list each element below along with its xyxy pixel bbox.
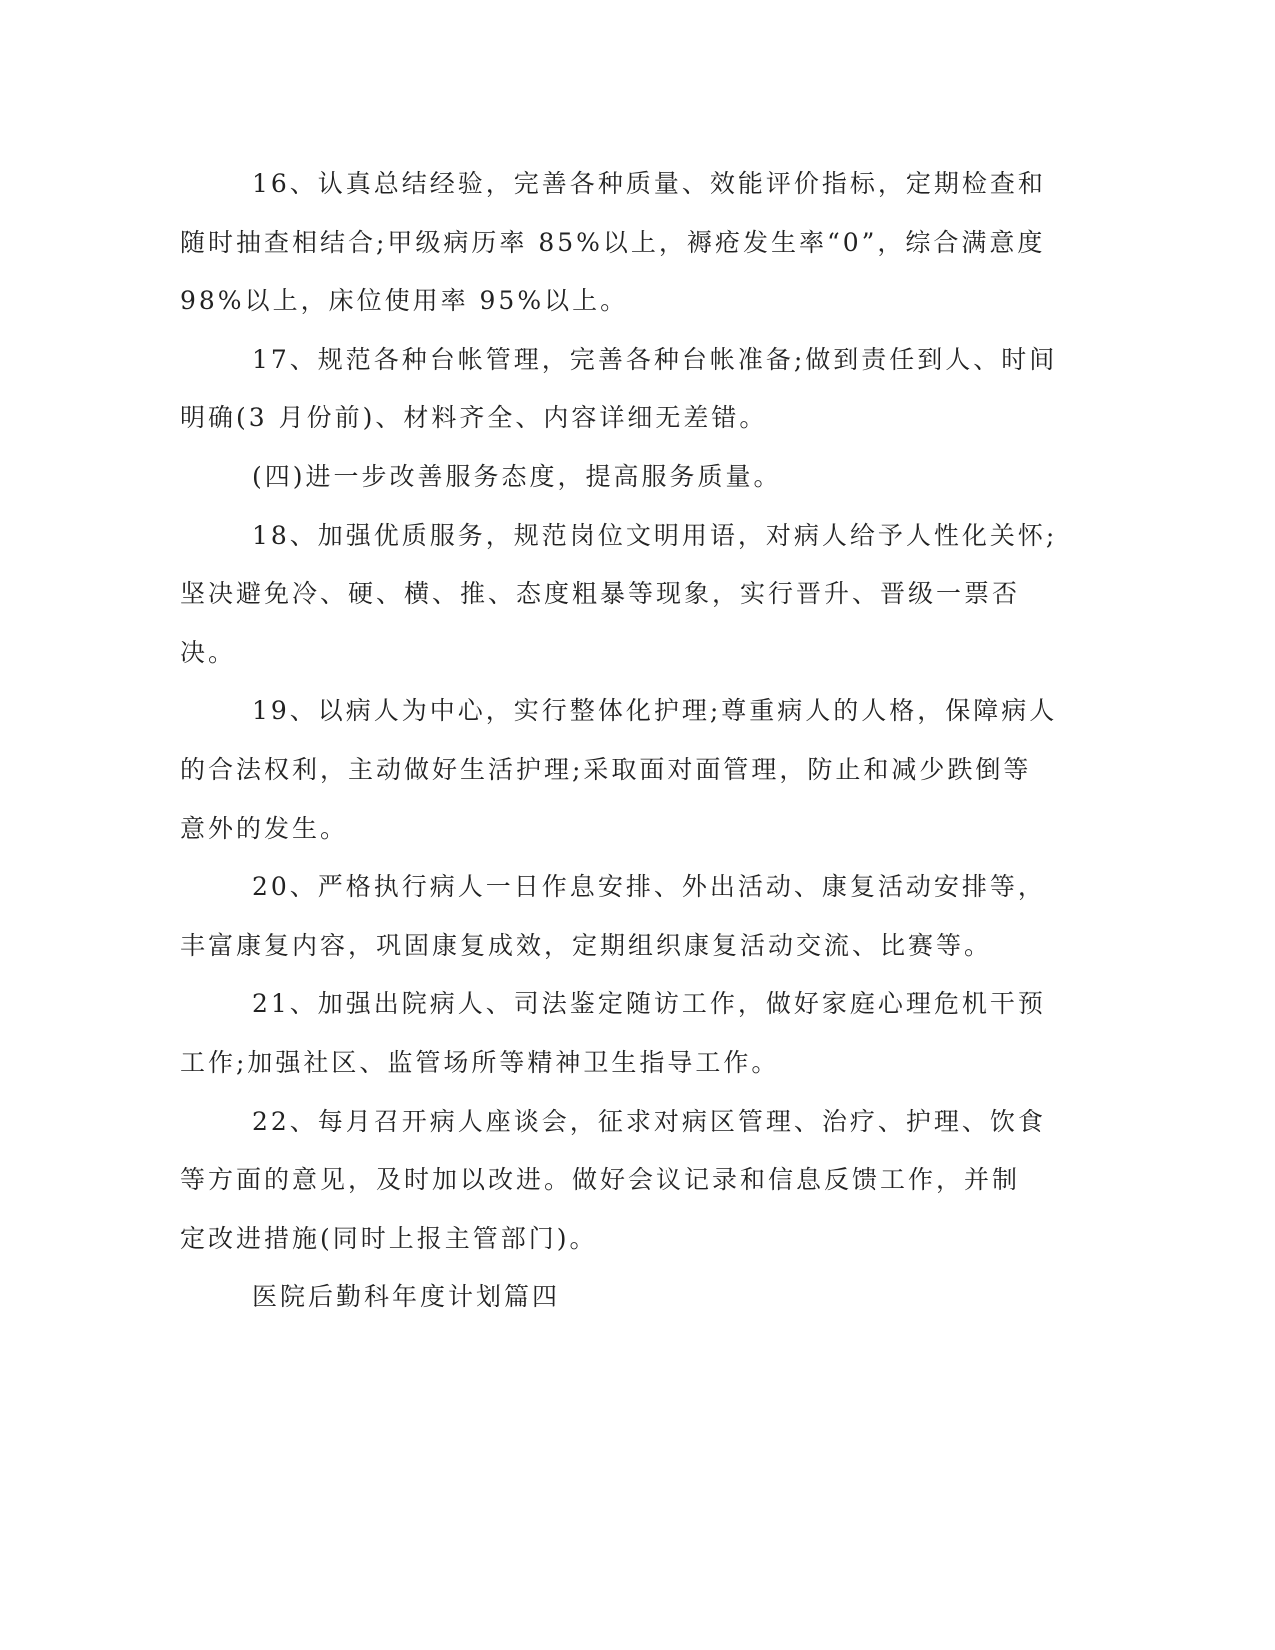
text-line: 的合法权利，主动做好生活护理;采取面对面管理，防止和减少跌倒等: [180, 754, 1032, 784]
text-line: 18、加强优质服务，规范岗位文明用语，对病人给予人性化关怀;: [252, 520, 1058, 550]
text-line: 98%以上，床位使用率 95%以上。: [180, 286, 629, 316]
text-line: 明确(3 月份前)、材料齐全、内容详细无差错。: [180, 403, 768, 433]
text-line: 意外的发生。: [180, 813, 349, 843]
text-line: 丰富康复内容，巩固康复成效，定期组织康复活动交流、比赛等。: [180, 930, 993, 960]
text-line: 19、以病人为中心，实行整体化护理;尊重病人的人格，保障病人: [252, 696, 1058, 726]
text-line: 20、严格执行病人一日作息安排、外出活动、康复活动安排等，: [252, 872, 1046, 902]
text-line: 21、加强出院病人、司法鉴定随访工作，做好家庭心理危机干预: [252, 989, 1046, 1019]
paragraph-item-18: [180, 507, 1058, 683]
text-line: 工作;加强社区、监管场所等精神卫生指导工作。: [180, 1047, 780, 1077]
text-line: 定改进措施(同时上报主管部门)。: [180, 1223, 598, 1253]
document-body: [180, 155, 1058, 1327]
paragraph-item-16: [180, 155, 1046, 331]
text-line: 坚决避免冷、硬、横、推、态度粗暴等现象，实行晋升、晋级一票否: [180, 579, 1021, 609]
text-line: 随时抽查相结合;甲级病历率 85%以上，褥疮发生率“0”，综合满意度: [180, 227, 1046, 257]
text-line: 22、每月召开病人座谈会，征求对病区管理、治疗、护理、饮食: [252, 1106, 1046, 1136]
paragraph-item-20: [180, 858, 1046, 975]
next-section-title: [180, 1268, 1040, 1327]
text-line: 17、规范各种台帐管理，完善各种台帐准备;做到责任到人、时间: [252, 344, 1058, 374]
paragraph-item-22: [180, 1093, 1046, 1269]
text-line: 决。: [180, 637, 237, 667]
paragraph-item-17: [180, 331, 1058, 448]
text-line: 等方面的意见，及时加以改进。做好会议记录和信息反馈工作，并制: [180, 1165, 1021, 1195]
section-heading-4: [180, 448, 1040, 507]
text-line: (四)进一步改善服务态度，提高服务质量。: [252, 461, 782, 491]
paragraph-item-21: [180, 975, 1046, 1092]
text-line: 医院后勤科年度计划篇四: [252, 1282, 561, 1312]
paragraph-item-19: [180, 682, 1058, 858]
text-line: 16、认真总结经验，完善各种质量、效能评价指标，定期检查和: [252, 169, 1046, 198]
